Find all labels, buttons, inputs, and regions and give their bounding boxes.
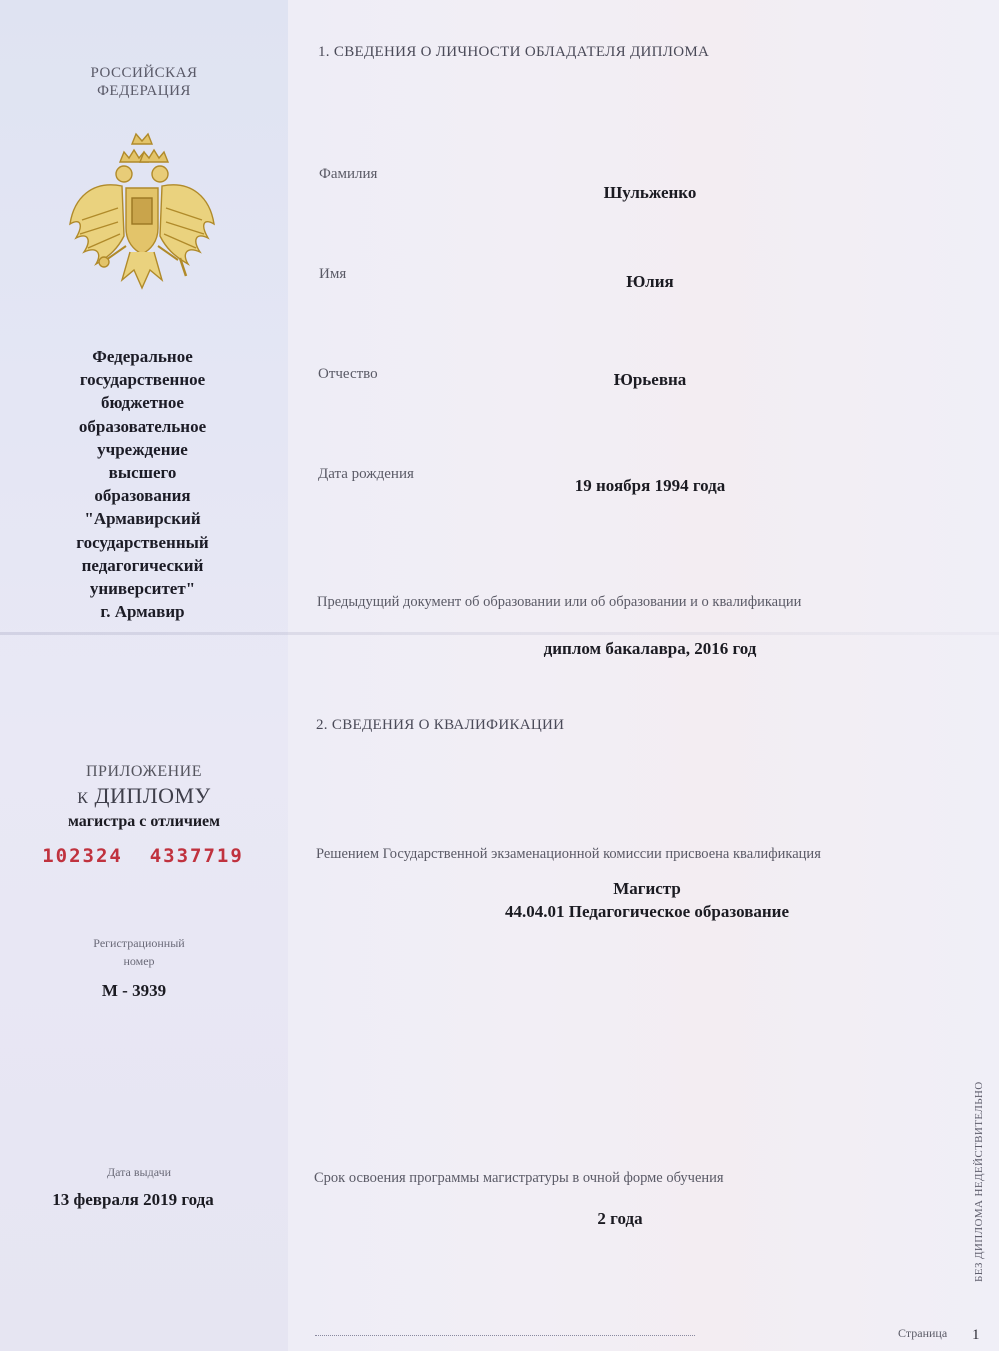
appendix-to-prefix: К xyxy=(77,790,89,807)
qualification-decision-label: Решением Государственной экзаменационной комиссии присвоена квалификация xyxy=(316,846,821,862)
previous-document-value: диплом бакалавра, 2016 год xyxy=(543,639,757,658)
registration-number-label: Регистрационный номер xyxy=(93,936,185,968)
validity-watermark: БЕЗ ДИПЛОМА НЕДЕЙСТВИТЕЛЬНО xyxy=(973,1081,985,1282)
country-name: РОССИЙСКАЯ ФЕДЕРАЦИЯ xyxy=(90,65,198,99)
university-line: государственное xyxy=(79,370,206,390)
page-number: 1 xyxy=(972,1327,980,1343)
university-line: высшего xyxy=(108,463,177,483)
surname-value: Шульженко xyxy=(603,183,697,202)
name-value: Юлия xyxy=(626,272,674,291)
name-label: Имя xyxy=(319,266,347,282)
qualification-value: Магистр xyxy=(613,879,681,898)
previous-document-label: Предыдущий документ об образовании или об образовании и о квалификации xyxy=(317,594,802,610)
russian-coat-of-arms-icon xyxy=(62,128,222,300)
issue-date: 13 февраля 2019 года xyxy=(52,1190,214,1209)
diploma-type: магистра с отличием xyxy=(67,813,221,830)
section2-title: 2. СВЕДЕНИЯ О КВАЛИФИКАЦИИ xyxy=(316,717,565,733)
surname-label: Фамилия xyxy=(319,166,378,182)
issue-date-label: Дата выдачи xyxy=(106,1165,172,1179)
serial-number: 102324 4337719 xyxy=(42,845,244,867)
patronymic-label: Отчество xyxy=(318,366,378,382)
appendix-to-word: ДИПЛОМУ xyxy=(94,783,211,808)
paper-fold xyxy=(0,632,999,635)
program-value: 44.04.01 Педагогическое образование xyxy=(504,902,790,921)
university-line: образования xyxy=(94,486,191,506)
section1-title: 1. СВЕДЕНИЯ О ЛИЧНОСТИ ОБЛАДАТЕЛЯ ДИПЛОМА xyxy=(318,44,710,60)
university-line: Федеральное xyxy=(92,347,193,366)
university-line: образовательное xyxy=(78,416,207,436)
university-line: бюджетное xyxy=(101,393,184,413)
university-line: университет" xyxy=(89,579,196,599)
university-line: государственный xyxy=(76,532,209,552)
university-line: г. Армавир xyxy=(100,602,185,622)
duration-label: Срок освоения программы магистратуры в очной форме обучения xyxy=(314,1170,724,1186)
university-line: "Армавирский xyxy=(84,509,201,529)
university-name xyxy=(40,345,245,623)
appendix-to-diploma xyxy=(44,783,244,809)
birth-date-value: 19 ноября 1994 года xyxy=(574,476,726,495)
patronymic-value: Юрьевна xyxy=(613,370,687,389)
page-label: Страница xyxy=(898,1326,948,1340)
university-line: педагогический xyxy=(81,555,204,575)
university-line: учреждение xyxy=(97,439,188,459)
birth-date-label: Дата рождения xyxy=(318,466,414,482)
registration-number: М - 3939 xyxy=(101,981,167,1000)
appendix-title: ПРИЛОЖЕНИЕ xyxy=(85,763,202,780)
duration-value: 2 года xyxy=(597,1209,643,1228)
bottom-dotted-rule xyxy=(315,1335,695,1336)
